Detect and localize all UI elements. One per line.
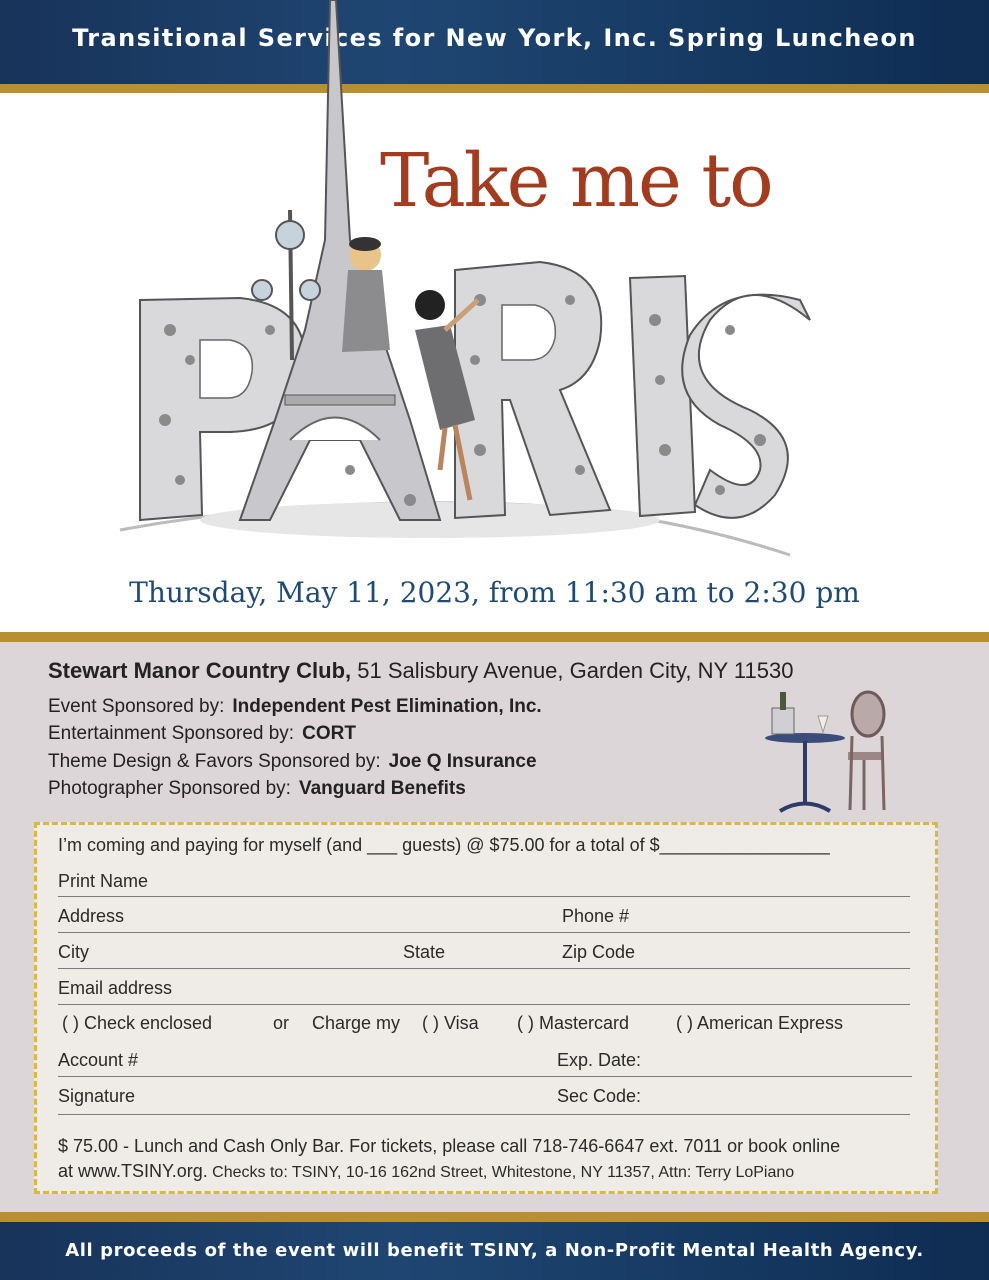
address-field[interactable]: [58, 932, 910, 933]
attendance-line[interactable]: I’m coming and paying for myself (and ___ guests) @ $75.00 for a total of $_________________: [58, 835, 830, 855]
mid-gold-stripe: [0, 632, 989, 642]
payment-note: [58, 1161, 794, 1182]
charge-my-text: Charge my: [312, 1013, 401, 1033]
event-date: Thursday, May 11, 2023, from 11:30 am to 2:30 pm: [129, 576, 860, 609]
email-field[interactable]: [58, 1004, 910, 1005]
footer-text: All proceeds of the event will benefit TSINY, a Non-Profit Mental Health Agency.: [65, 1240, 924, 1261]
website-link[interactable]: at www.TSINY.org.: [58, 1161, 208, 1181]
sponsor-theme: [48, 751, 537, 773]
sponsor-name: Joe Q Insurance: [388, 751, 537, 772]
pricing-note: $ 75.00 - Lunch and Cash Only Bar. For tickets, please call 718-746-6647 ext. 7011 or book online: [58, 1136, 841, 1156]
sponsor-label: Event Sponsored by:: [48, 696, 225, 717]
bottom-gold-stripe: [0, 1212, 989, 1222]
account-label: Account #: [58, 1050, 139, 1070]
sponsor-entertainment: [48, 723, 356, 745]
print-name-label: Print Name: [58, 871, 149, 891]
amex-option[interactable]: ( ) American Express: [676, 1013, 844, 1033]
or-text: or: [273, 1013, 290, 1033]
print-name-field[interactable]: [58, 896, 910, 897]
sponsor-label: Theme Design & Favors Sponsored by:: [48, 751, 381, 772]
city-label: City: [58, 942, 89, 962]
signature-field[interactable]: [58, 1114, 910, 1115]
signature-label: Signature: [58, 1086, 136, 1106]
exp-date-label: Exp. Date:: [557, 1050, 642, 1070]
sponsor-label: Photographer Sponsored by:: [48, 778, 291, 799]
sponsor-name: Independent Pest Elimination, Inc.: [232, 696, 542, 717]
hero-tagline: Take me to: [380, 138, 772, 224]
visa-option[interactable]: ( ) Visa: [422, 1013, 479, 1033]
venue-name: Stewart Manor Country Club,: [48, 658, 352, 683]
header-title: Transitional Services for New York, Inc. Spring Luncheon: [72, 24, 917, 52]
zip-label: Zip Code: [562, 942, 636, 962]
account-field[interactable]: [58, 1076, 912, 1077]
check-enclosed-option[interactable]: ( ) Check enclosed: [62, 1013, 213, 1033]
venue-address: 51 Salisbury Avenue, Garden City, NY 11530: [351, 658, 794, 683]
address-label: Address: [58, 906, 125, 926]
phone-label: Phone #: [562, 906, 630, 926]
sponsor-label: Entertainment Sponsored by:: [48, 723, 295, 744]
state-label: State: [403, 942, 446, 962]
cafe-table-illustration: [760, 686, 890, 816]
mastercard-option[interactable]: ( ) Mastercard: [517, 1013, 630, 1033]
check-address: Checks to: TSINY, 10-16 162nd Street, Whitestone, NY 11357, Attn: Terry LoPiano: [207, 1164, 795, 1181]
sponsor-name: Vanguard Benefits: [298, 778, 466, 799]
venue-line: [48, 658, 793, 684]
city-field[interactable]: [58, 968, 910, 969]
paris-illustration: [110, 0, 850, 570]
sponsor-photographer: [48, 778, 466, 800]
email-label: Email address: [58, 978, 173, 998]
sec-code-label: Sec Code:: [557, 1086, 642, 1106]
sponsor-event: [48, 696, 542, 718]
sponsor-name: CORT: [302, 723, 356, 744]
